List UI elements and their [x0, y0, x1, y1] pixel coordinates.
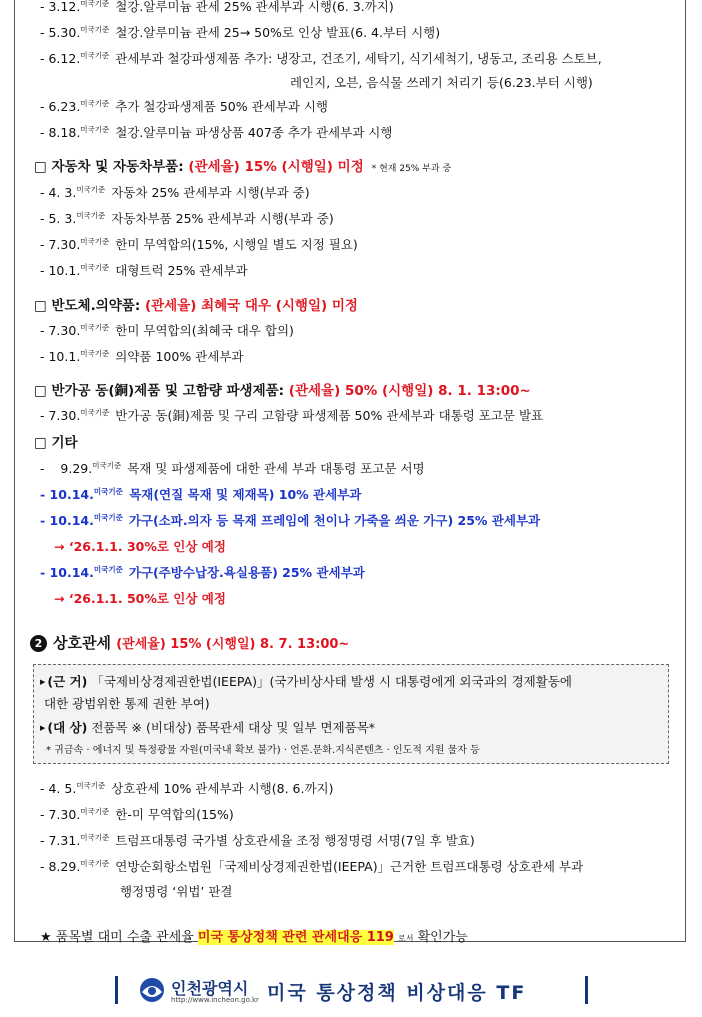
steel-item-3-cont: 레인지, 오븐, 음식물 쓰레기 처리기 등(6.23.부터 시행): [290, 75, 593, 90]
exempt-line: * 귀금속 · 에너지 및 특정광물 자원(미국내 확보 불가) · 언론.문화.지식콘텐츠 · 인도적 지원 물자 등: [46, 745, 480, 756]
etc-item-3-arrow: → ‘26.1.1. 30%로 인상 예정: [54, 539, 226, 554]
etc-item-1: - 9.29.$^{미국기준}$ 목재 및 파생제품에 대한 관세 부과 대통령 포고문 서명: [40, 461, 425, 476]
reciprocal-item-2: - 7.30.$^{미국기준}$ 한-미 무역합의(15%): [40, 807, 234, 822]
etc-item-2: - 10.14.$^{미국기준}$ 목재(연질 목재 및 제재목) 10% 관세부과: [40, 487, 362, 502]
number-2-icon: 2: [30, 635, 47, 652]
reciprocal-heading: 2 상호관세 (관세율) 15% (시행일) 8. 7. 13:00~: [30, 632, 349, 653]
steel-item-4: - 6.23.$^{미국기준}$ 추가 철강파생제품 50% 관세부과 시행: [40, 99, 328, 114]
reciprocal-item-1: - 4. 5.$^{미국기준}$ 상호관세 10% 관세부과 시행(8. 6.까지): [40, 781, 334, 796]
steel-item-2: - 5.30.$^{미국기준}$ 철강.알루미늄 관세 25→ 50%로 인상 발표(6. 4.부터 시행): [40, 25, 441, 40]
auto-item-3: - 7.30.$^{미국기준}$ 한미 무역합의(15%, 시행일 별도 지정 필요): [40, 237, 358, 252]
reciprocal-item-4-cont: 행정명령 ‘위법’ 판결: [120, 884, 233, 899]
tf-title: 미국 통상정책 비상대응 TF: [267, 982, 527, 1004]
divider-left: [115, 976, 118, 1004]
auto-item-1: - 4. 3.$^{미국기준}$ 자동차 25% 관세부과 시행(부과 중): [40, 185, 310, 200]
triangle-bullet-icon: ▶: [40, 678, 46, 686]
org-name: 인천광역시: [171, 979, 249, 998]
reciprocal-item-4: - 8.29.$^{미국기준}$ 연방순회항소법원「국제비상경제권한법(IEEPA)」근거한 트럼프대통령 상호관세 부과: [40, 859, 584, 874]
reference-link[interactable]: 미국 통상정책 관련 관세대응 119: [197, 930, 394, 945]
copper-item-1: - 7.30.$^{미국기준}$ 반가공 동(銅)제품 및 구리 고함량 파생제품 50% 관세부과 대통령 포고문 발표: [40, 408, 544, 423]
basis-line: ▶ (근 거) 「국제비상경제권한법(IEEPA)」(국가비상사태 발생 시 대통령에게 외국과의 경제활동에: [40, 674, 572, 689]
etc-item-4-arrow: → ‘26.1.1. 50%로 인상 예정: [54, 591, 226, 606]
steel-item-3: - 6.12.$^{미국기준}$ 관세부과 철강파생제품 추가: 냉장고, 건조기, 세탁기, 식기세척기, 냉동고, 조리용 스토브,: [40, 51, 602, 66]
copper-heading: □ 반가공 동(銅)제품 및 고함량 파생제품: (관세율) 50% (시행일) 8. 1. 13:00~: [34, 383, 531, 399]
reciprocal-info-box: [33, 664, 669, 764]
etc-heading: □ 기타: [34, 435, 78, 451]
basis-line-cont: 대한 광범위한 통제 권한 부여): [44, 696, 210, 711]
footer-brand: [115, 976, 590, 1004]
etc-item-4: - 10.14.$^{미국기준}$ 가구(주방수납장.욕실용품) 25% 관세부과: [40, 565, 365, 580]
reference-note: ★ 품목별 대미 수출 관세율 미국 통상정책 관련 관세대응 119 로서 확인가능: [40, 930, 468, 945]
auto-heading: □ 자동차 및 자동차부품: (관세율) 15% (시행일) 미정 * 현재 25% 부과 중: [34, 159, 452, 175]
semi-item-2: - 10.1.$^{미국기준}$ 의약품 100% 관세부과: [40, 349, 244, 364]
steel-item-5: - 8.18.$^{미국기준}$ 철강.알루미늄 파생상품 407종 추가 관세부과 시행: [40, 125, 393, 140]
steel-item-1: - 3.12.$^{미국기준}$ 철강.알루미늄 관세 25% 관세부과 시행(6. 3.까지): [40, 0, 394, 14]
triangle-bullet-icon: ▶: [40, 724, 46, 732]
divider-right: [585, 976, 588, 1004]
target-line: ▶ (대 상) 전품목 ※ (비대상) 품목관세 대상 및 일부 면제품목*: [40, 720, 376, 735]
incheon-logo-icon: [137, 976, 167, 1004]
semi-heading: □ 반도체.의약품: (관세율) 최혜국 대우 (시행일) 미정: [34, 298, 358, 314]
reciprocal-item-3: - 7.31.$^{미국기준}$ 트럼프대통령 국가별 상호관세율 조정 행정명령 서명(7일 후 발효): [40, 833, 475, 848]
auto-item-4: - 10.1.$^{미국기준}$ 대형트럭 25% 관세부과: [40, 263, 248, 278]
etc-item-3: - 10.14.$^{미국기준}$ 가구(소파.의자 등 목재 프레임에 천이나 가죽을 씌운 가구) 25% 관세부과: [40, 513, 541, 528]
org-url[interactable]: http://www.incheon.go.kr: [171, 996, 259, 1004]
auto-item-2: - 5. 3.$^{미국기준}$ 자동차부품 25% 관세부과 시행(부과 중): [40, 211, 334, 226]
semi-item-1: - 7.30.$^{미국기준}$ 한미 무역합의(최혜국 대우 합의): [40, 323, 294, 338]
